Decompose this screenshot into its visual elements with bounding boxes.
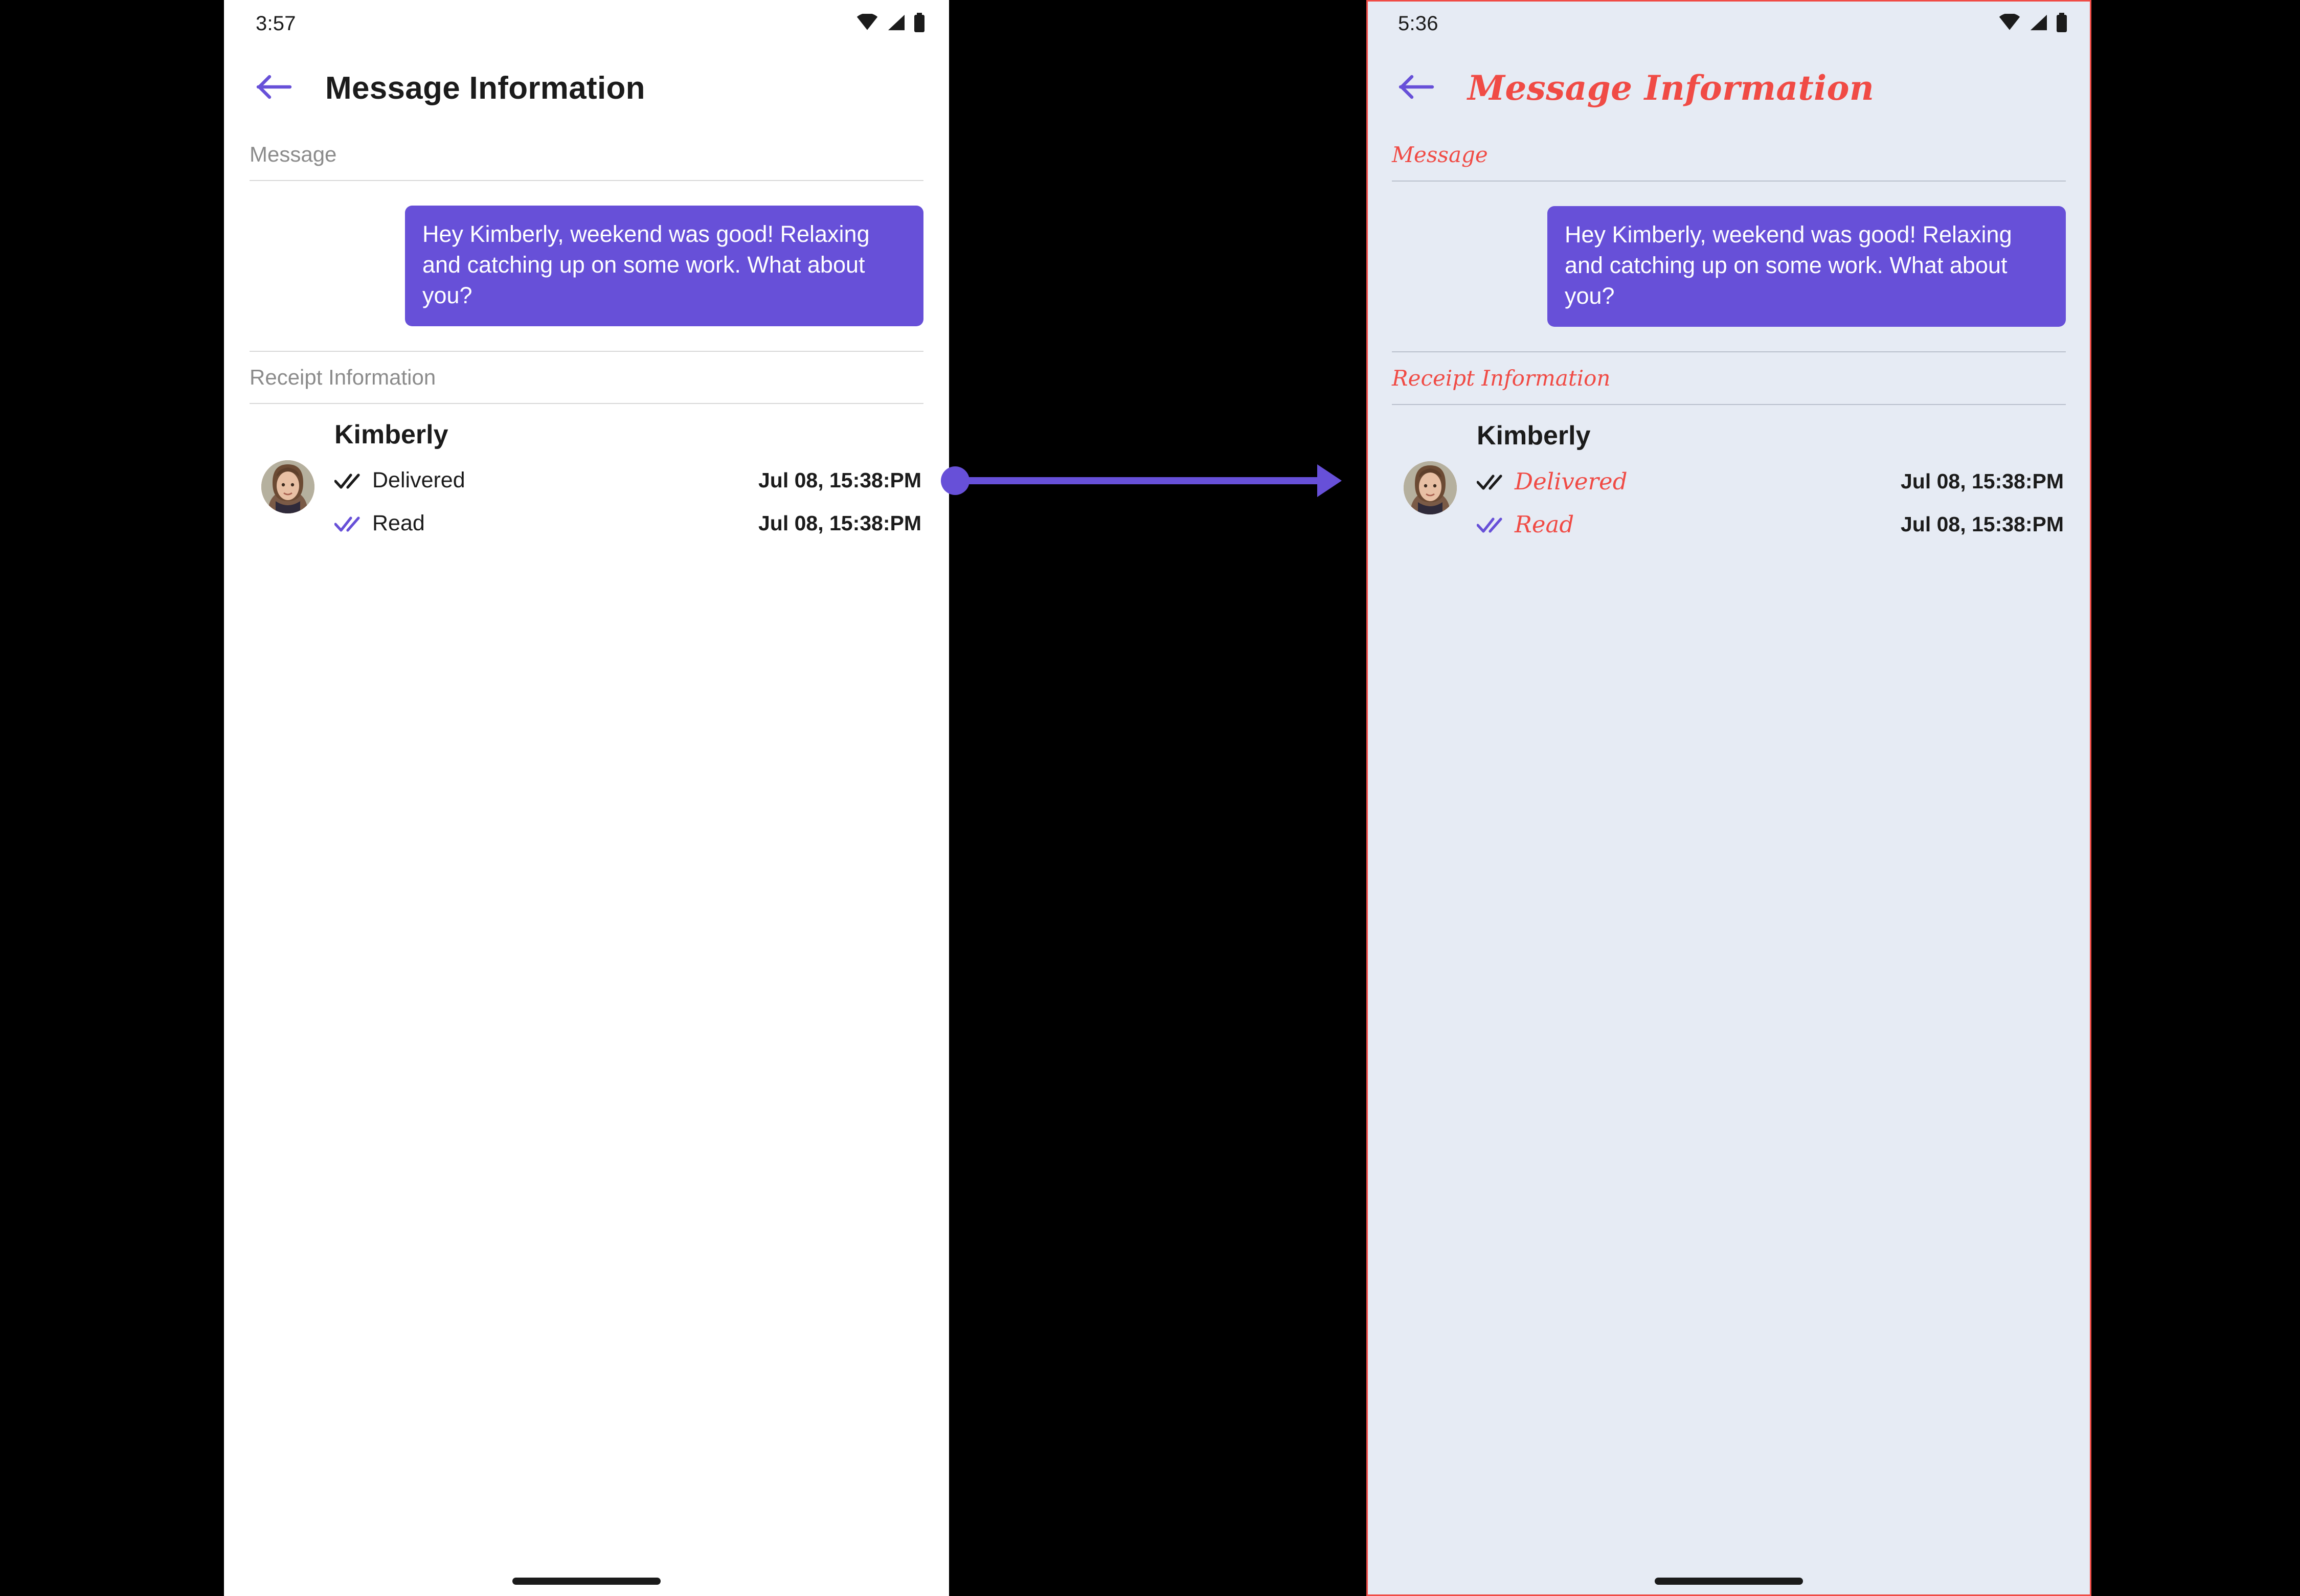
avatar <box>1404 461 1457 514</box>
status-bar <box>224 0 949 47</box>
message-section <box>224 129 949 545</box>
status-bar <box>1366 0 2091 47</box>
arrow-head <box>1317 464 1342 497</box>
app-bar <box>1366 47 2091 129</box>
signal-icon <box>886 14 906 34</box>
double-check-icon-read <box>1477 516 1515 533</box>
phone-screen-before <box>224 0 949 1596</box>
app-bar <box>224 47 949 129</box>
receipt-section-label: Receipt Information <box>250 352 923 404</box>
message-bubble-row <box>1392 182 2066 352</box>
message-bubble[interactable]: Hey Kimberly, weekend was good! Relaxing and catching up on some work. What about you? <box>405 206 923 326</box>
page-title: Message Information <box>325 70 645 106</box>
avatar-container <box>250 419 326 545</box>
gesture-bar[interactable] <box>512 1578 661 1585</box>
message-section-label: Message <box>1392 129 2066 182</box>
back-button[interactable] <box>246 60 303 116</box>
receipt-details <box>1469 420 2066 546</box>
receipt-row-read <box>334 502 923 545</box>
status-icon-group <box>856 13 926 35</box>
receipt-timestamp-delivered: Jul 08, 15:38:PM <box>758 468 921 492</box>
double-check-icon-delivered <box>334 472 372 489</box>
back-button[interactable] <box>1389 60 1445 116</box>
message-section <box>1366 129 2091 546</box>
receipt-status-read: Read <box>372 511 425 536</box>
battery-icon <box>2056 13 2068 35</box>
receipt-timestamp-read: Jul 08, 15:38:PM <box>1900 512 2064 536</box>
signal-icon <box>2028 14 2048 34</box>
phone-screen-after <box>1366 0 2091 1596</box>
transition-arrow <box>941 450 1350 511</box>
receipt-details <box>326 419 923 545</box>
message-bubble[interactable]: Hey Kimberly, weekend was good! Relaxing and catching up on some work. What about you? <box>1547 206 2066 327</box>
wifi-icon <box>1998 14 2021 34</box>
battery-icon <box>913 13 926 35</box>
contact-name: Kimberly <box>334 419 448 449</box>
status-clock: 3:57 <box>256 12 296 35</box>
avatar <box>261 460 314 513</box>
arrow-line <box>963 477 1321 484</box>
receipt-status-read: Read <box>1515 511 1574 538</box>
back-arrow-icon <box>256 73 293 104</box>
receipt-row-delivered <box>1477 460 2066 503</box>
receipt-row-delivered <box>334 459 923 502</box>
wifi-icon <box>856 14 878 34</box>
page-title: Message Information <box>1468 68 1875 108</box>
double-check-icon-delivered <box>1477 473 1515 490</box>
contact-name: Kimberly <box>1477 420 1591 451</box>
receipt-status-delivered: Delivered <box>372 468 465 493</box>
receipt-section-label: Receipt Information <box>1392 352 2066 405</box>
receipt-block <box>250 404 923 545</box>
status-clock: 5:36 <box>1398 12 1438 35</box>
back-arrow-icon <box>1399 73 1435 104</box>
receipt-row-read <box>1477 503 2066 546</box>
receipt-status-delivered: Delivered <box>1515 468 1628 496</box>
receipt-timestamp-delivered: Jul 08, 15:38:PM <box>1900 469 2064 493</box>
gesture-bar[interactable] <box>1655 1578 1803 1585</box>
double-check-icon-read <box>334 515 372 532</box>
avatar-container <box>1392 420 1469 546</box>
message-bubble-row <box>250 181 923 352</box>
receipt-block <box>1392 405 2066 546</box>
status-icon-group <box>1998 13 2068 35</box>
receipt-timestamp-read: Jul 08, 15:38:PM <box>758 511 921 535</box>
message-section-label: Message <box>250 129 923 181</box>
